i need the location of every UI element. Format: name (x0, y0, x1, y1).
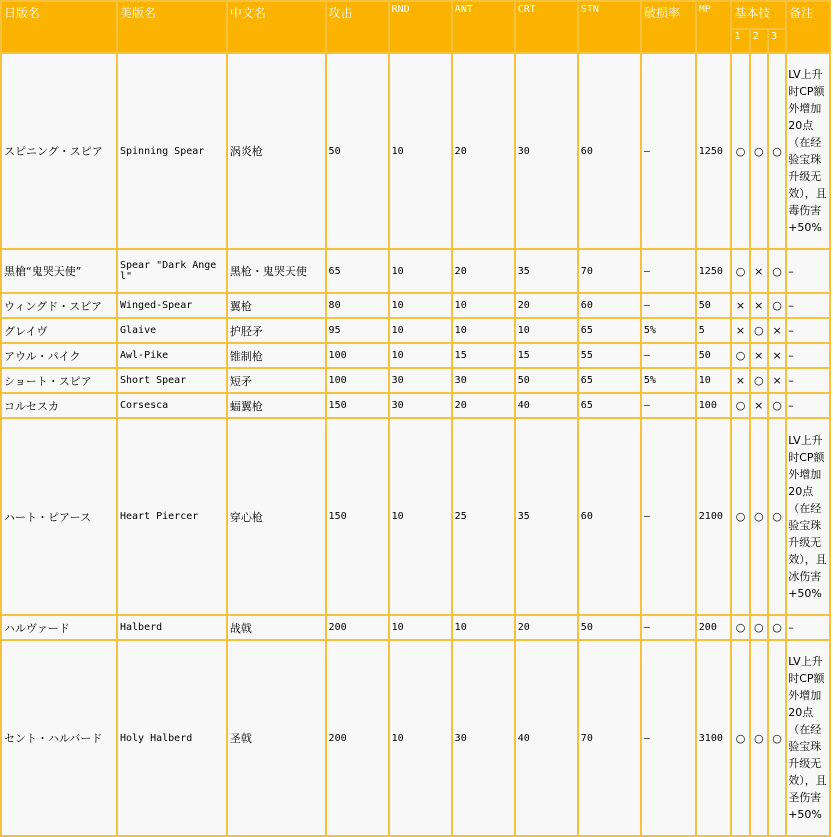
cell-break-rate: – (642, 250, 695, 292)
header-attack: 攻击 (327, 2, 388, 52)
cell-ant: 25 (453, 419, 514, 614)
cell-rnd: 10 (390, 616, 451, 639)
table-row (2, 419, 829, 614)
cell-cn-name: 翼枪 (228, 294, 325, 317)
cell-crt: 35 (516, 419, 577, 614)
cell-us-name: Glaive (118, 319, 226, 342)
cell-skill-3: ○ (769, 294, 785, 317)
cell-skill-1: ○ (732, 419, 748, 614)
cell-ant: 10 (453, 616, 514, 639)
cell-rnd: 10 (390, 319, 451, 342)
cell-skill-1: ○ (732, 616, 748, 639)
cell-skill-2: ○ (751, 369, 767, 392)
table-row (2, 250, 829, 292)
cell-stn: 70 (579, 641, 640, 835)
table-row (2, 369, 829, 392)
cell-jp-name: ハルヴァード (2, 616, 116, 639)
cell-stn: 60 (579, 54, 640, 248)
cell-break-rate: 5% (642, 319, 695, 342)
cell-jp-name: ウィングド・スピア (2, 294, 116, 317)
header-skill-2: 2 (751, 30, 767, 52)
cell-rnd: 10 (390, 419, 451, 614)
header-basic-skill: 基本技 (732, 2, 785, 28)
cell-crt: 30 (516, 54, 577, 248)
cell-skill-2: × (751, 294, 767, 317)
cell-mp: 5 (697, 319, 731, 342)
table-row (2, 394, 829, 417)
header-stn: STN (579, 2, 640, 52)
cell-attack: 200 (327, 641, 388, 835)
cell-skill-3: ○ (769, 616, 785, 639)
cell-skill-1: ○ (732, 394, 748, 417)
cell-stn: 60 (579, 419, 640, 614)
cell-attack: 95 (327, 319, 388, 342)
cell-stn: 60 (579, 294, 640, 317)
cell-rnd: 10 (390, 641, 451, 835)
header-rnd: RND (390, 2, 451, 52)
cell-note: – (787, 369, 829, 392)
cell-mp: 50 (697, 294, 731, 317)
header-note: 备注 (787, 2, 829, 52)
table-row (2, 344, 829, 367)
header-us-name: 美版名 (118, 2, 226, 52)
cell-cn-name: 蝠翼枪 (228, 394, 325, 417)
cell-skill-2: × (751, 344, 767, 367)
cell-attack: 100 (327, 369, 388, 392)
header-skill-3: 3 (769, 30, 785, 52)
cell-us-name: Winged-Spear (118, 294, 226, 317)
cell-note: – (787, 250, 829, 292)
table-row (2, 641, 829, 835)
cell-cn-name: 穿心枪 (228, 419, 325, 614)
cell-jp-name: ショート・スピア (2, 369, 116, 392)
cell-skill-2: ○ (751, 616, 767, 639)
header-jp-name: 日版名 (2, 2, 116, 52)
cell-rnd: 10 (390, 54, 451, 248)
cell-mp: 200 (697, 616, 731, 639)
cell-note: – (787, 616, 829, 639)
cell-cn-name: 锥制枪 (228, 344, 325, 367)
header-row (2, 2, 829, 28)
cell-ant: 10 (453, 319, 514, 342)
cell-skill-1: ○ (732, 54, 748, 248)
cell-cn-name: 战戟 (228, 616, 325, 639)
cell-cn-name: 黑枪・鬼哭天使 (228, 250, 325, 292)
cell-skill-1: × (732, 369, 748, 392)
cell-attack: 65 (327, 250, 388, 292)
cell-skill-3: ○ (769, 250, 785, 292)
cell-rnd: 10 (390, 250, 451, 292)
cell-jp-name: スピニング・スピア (2, 54, 116, 248)
header-skill-1: 1 (732, 30, 748, 52)
cell-skill-2: ○ (751, 319, 767, 342)
cell-break-rate: – (642, 419, 695, 614)
cell-note: LV上升时CP额外增加20点（在经验宝珠升级无效），且冰伤害+50% (787, 419, 829, 614)
cell-us-name: Short Spear (118, 369, 226, 392)
cell-break-rate: – (642, 394, 695, 417)
cell-ant: 15 (453, 344, 514, 367)
cell-break-rate: – (642, 294, 695, 317)
cell-crt: 10 (516, 319, 577, 342)
cell-skill-1: ○ (732, 641, 748, 835)
cell-crt: 20 (516, 294, 577, 317)
cell-us-name: Holy Halberd (118, 641, 226, 835)
table-row (2, 294, 829, 317)
cell-jp-name: 黒槍“鬼哭天使” (2, 250, 116, 292)
cell-ant: 20 (453, 250, 514, 292)
cell-note: – (787, 394, 829, 417)
cell-mp: 50 (697, 344, 731, 367)
cell-mp: 10 (697, 369, 731, 392)
cell-attack: 50 (327, 54, 388, 248)
cell-break-rate: 5% (642, 369, 695, 392)
cell-stn: 50 (579, 616, 640, 639)
cell-attack: 150 (327, 394, 388, 417)
cell-ant: 30 (453, 369, 514, 392)
cell-break-rate: – (642, 54, 695, 248)
cell-rnd: 30 (390, 369, 451, 392)
cell-crt: 15 (516, 344, 577, 367)
cell-skill-2: ○ (751, 54, 767, 248)
cell-note: – (787, 344, 829, 367)
cell-skill-3: × (769, 369, 785, 392)
cell-cn-name: 圣戟 (228, 641, 325, 835)
cell-skill-1: ○ (732, 344, 748, 367)
header-break-rate: 破损率 (642, 2, 695, 52)
cell-jp-name: アウル・パイク (2, 344, 116, 367)
cell-us-name: Corsesca (118, 394, 226, 417)
cell-us-name: Awl-Pike (118, 344, 226, 367)
cell-skill-3: ○ (769, 419, 785, 614)
cell-mp: 1250 (697, 54, 731, 248)
cell-jp-name: コルセスカ (2, 394, 116, 417)
cell-rnd: 10 (390, 294, 451, 317)
cell-break-rate: – (642, 641, 695, 835)
table-row (2, 319, 829, 342)
cell-skill-2: × (751, 250, 767, 292)
cell-stn: 65 (579, 369, 640, 392)
cell-rnd: 10 (390, 344, 451, 367)
cell-cn-name: 护胫矛 (228, 319, 325, 342)
cell-mp: 2100 (697, 419, 731, 614)
cell-ant: 30 (453, 641, 514, 835)
cell-skill-1: × (732, 294, 748, 317)
table-row (2, 54, 829, 248)
cell-note: – (787, 294, 829, 317)
cell-crt: 35 (516, 250, 577, 292)
cell-attack: 200 (327, 616, 388, 639)
cell-us-name: Heart Piercer (118, 419, 226, 614)
cell-note: LV上升时CP额外增加20点（在经验宝珠升级无效），且毒伤害+50% (787, 54, 829, 248)
cell-stn: 70 (579, 250, 640, 292)
cell-jp-name: セント・ハルバード (2, 641, 116, 835)
header-mp: MP (697, 2, 731, 52)
cell-skill-3: × (769, 319, 785, 342)
cell-skill-3: ○ (769, 641, 785, 835)
cell-skill-3: ○ (769, 54, 785, 248)
cell-note: – (787, 319, 829, 342)
cell-mp: 100 (697, 394, 731, 417)
cell-jp-name: ハート・ピアース (2, 419, 116, 614)
header-crt: CRT (516, 2, 577, 52)
cell-attack: 100 (327, 344, 388, 367)
cell-us-name: Halberd (118, 616, 226, 639)
cell-stn: 65 (579, 394, 640, 417)
table-row (2, 616, 829, 639)
cell-skill-2: ○ (751, 641, 767, 835)
cell-rnd: 30 (390, 394, 451, 417)
cell-note: LV上升时CP额外增加20点（在经验宝珠升级无效），且圣伤害+50% (787, 641, 829, 835)
cell-cn-name: 短矛 (228, 369, 325, 392)
cell-attack: 80 (327, 294, 388, 317)
cell-skill-2: × (751, 394, 767, 417)
cell-mp: 3100 (697, 641, 731, 835)
cell-break-rate: – (642, 616, 695, 639)
header-cn-name: 中文名 (228, 2, 325, 52)
cell-us-name: Spinning Spear (118, 54, 226, 248)
cell-stn: 55 (579, 344, 640, 367)
cell-skill-2: ○ (751, 419, 767, 614)
cell-ant: 20 (453, 54, 514, 248)
cell-attack: 150 (327, 419, 388, 614)
cell-ant: 10 (453, 294, 514, 317)
cell-mp: 1250 (697, 250, 731, 292)
cell-crt: 40 (516, 641, 577, 835)
cell-cn-name: 涡炎枪 (228, 54, 325, 248)
cell-break-rate: – (642, 344, 695, 367)
cell-us-name: Spear "Dark Angel" (118, 250, 226, 292)
cell-crt: 40 (516, 394, 577, 417)
header-ant: ANT (453, 2, 514, 52)
cell-skill-3: ○ (769, 394, 785, 417)
cell-ant: 20 (453, 394, 514, 417)
cell-crt: 50 (516, 369, 577, 392)
cell-skill-1: × (732, 319, 748, 342)
cell-skill-1: ○ (732, 250, 748, 292)
cell-stn: 65 (579, 319, 640, 342)
cell-skill-3: × (769, 344, 785, 367)
cell-jp-name: グレイヴ (2, 319, 116, 342)
cell-crt: 20 (516, 616, 577, 639)
